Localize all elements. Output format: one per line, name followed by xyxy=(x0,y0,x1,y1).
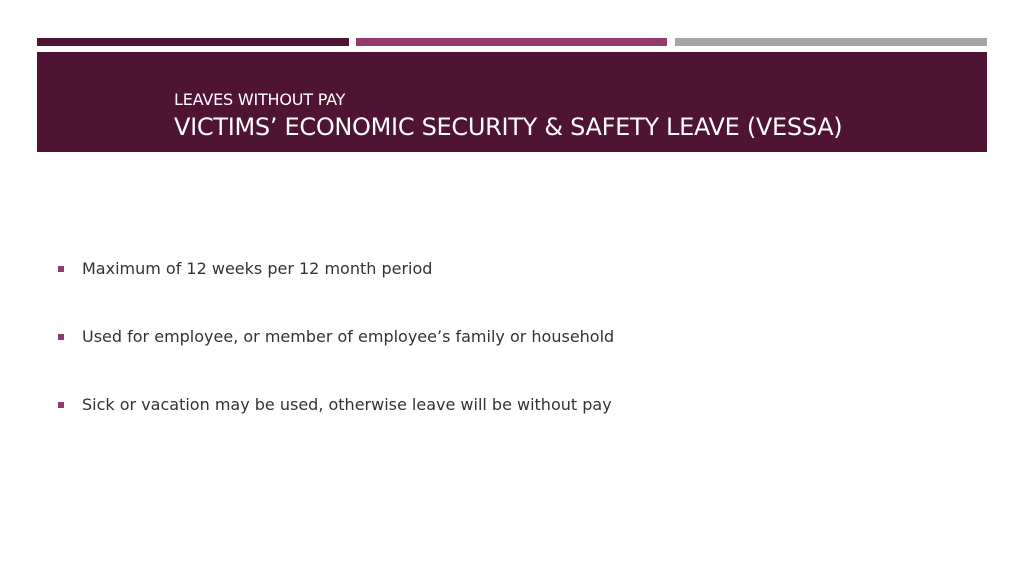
square-bullet-icon xyxy=(58,334,64,340)
square-bullet-icon xyxy=(58,266,64,272)
bullet-text: Used for employee, or member of employee’s family or household xyxy=(82,327,615,346)
title-band xyxy=(37,52,987,152)
list-item xyxy=(57,258,957,326)
bullet-text: Sick or vacation may be used, otherwise leave will be without pay xyxy=(82,395,612,414)
accent-bar-dark xyxy=(37,38,349,46)
bullet-list xyxy=(57,258,957,462)
list-item xyxy=(57,326,957,394)
list-item xyxy=(57,394,957,462)
accent-bar-magenta xyxy=(356,38,667,46)
slide-title-line-1: LEAVES WITHOUT PAY xyxy=(174,90,346,109)
square-bullet-icon xyxy=(58,402,64,408)
bullet-text: Maximum of 12 weeks per 12 month period xyxy=(82,259,433,278)
slide-title-line-2: VICTIMS’ ECONOMIC SECURITY & SAFETY LEAVE (VESSA) xyxy=(174,113,843,141)
accent-bar-gray xyxy=(675,38,987,46)
